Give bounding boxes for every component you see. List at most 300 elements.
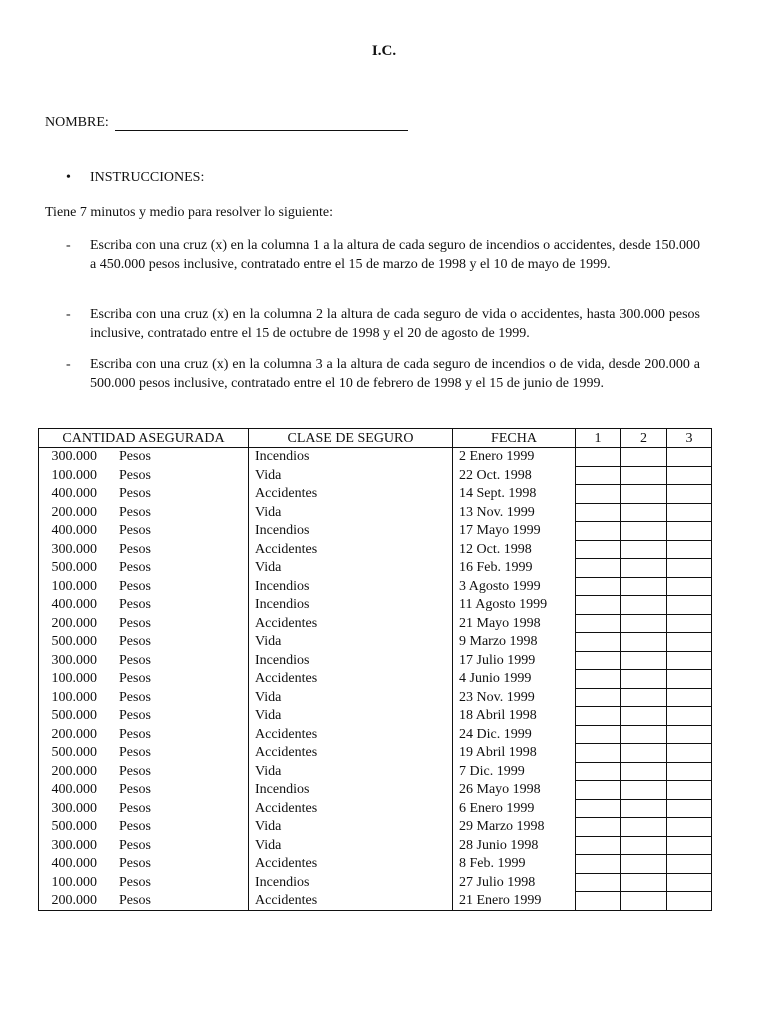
- header-insurance-type: CLASE DE SEGURO: [249, 429, 453, 448]
- checkbox-column-3[interactable]: [667, 466, 712, 485]
- date-cell: [453, 799, 576, 818]
- insurance-type-cell: [249, 781, 453, 800]
- date-cell: [453, 892, 576, 911]
- table-row: [39, 818, 712, 837]
- amount-cell: [39, 781, 249, 800]
- amount-cell: [39, 540, 249, 559]
- insurance-type-value: Vida: [255, 467, 282, 483]
- date-value: 8 Feb. 1999: [459, 856, 526, 871]
- checkbox-column-2[interactable]: [621, 744, 667, 763]
- checkbox-column-2[interactable]: [621, 466, 667, 485]
- checkbox-column-2[interactable]: [621, 707, 667, 726]
- date-value: 16 Feb. 1999: [459, 560, 533, 575]
- amount-unit: Pesos: [119, 523, 151, 538]
- table-row: [39, 540, 712, 559]
- table-row: [39, 707, 712, 726]
- insurance-type-cell: [249, 670, 453, 689]
- amount-unit: Pesos: [119, 892, 151, 908]
- table-row: [39, 744, 712, 763]
- amount-cell: [39, 448, 249, 467]
- amount-unit: Pesos: [119, 486, 151, 501]
- insurance-type-cell: [249, 873, 453, 892]
- amount-cell: [39, 651, 249, 670]
- insurance-type-value: Incendios: [255, 449, 310, 465]
- checkbox-column-2[interactable]: [621, 855, 667, 874]
- insurance-type-value: Accidentes: [255, 615, 318, 631]
- amount-unit: Pesos: [119, 671, 151, 686]
- checkbox-column-3[interactable]: [667, 818, 712, 837]
- date-value: 23 Nov. 1999: [459, 689, 535, 705]
- insurance-type-cell: [249, 614, 453, 633]
- insurance-type-value: Accidentes: [255, 541, 318, 557]
- dash-icon: -: [66, 238, 71, 253]
- amount-value: 500.000: [51, 560, 97, 575]
- date-value: 7 Dic. 1999: [459, 763, 525, 779]
- insurance-type-cell: [249, 577, 453, 596]
- insurance-type-value: Vida: [255, 708, 282, 723]
- insurance-type-value: Accidentes: [255, 892, 318, 908]
- checkbox-column-2[interactable]: [621, 577, 667, 596]
- amount-cell: [39, 707, 249, 726]
- date-value: 17 Mayo 1999: [459, 523, 541, 538]
- date-cell: [453, 744, 576, 763]
- checkbox-column-3[interactable]: [667, 781, 712, 800]
- date-value: 19 Abril 1998: [459, 745, 537, 760]
- name-field-row: [45, 115, 408, 131]
- amount-value: 100.000: [51, 467, 97, 483]
- amount-unit: Pesos: [119, 578, 151, 594]
- dash-icon: -: [66, 307, 71, 322]
- amount-value: 400.000: [51, 486, 97, 501]
- insurance-type-value: Vida: [255, 763, 282, 779]
- insurance-type-cell: [249, 762, 453, 781]
- checkbox-column-1[interactable]: [576, 540, 621, 559]
- amount-value: 500.000: [51, 745, 97, 760]
- date-cell: [453, 559, 576, 578]
- amount-unit: Pesos: [119, 800, 151, 816]
- checkbox-column-2[interactable]: [621, 485, 667, 504]
- amount-value: 400.000: [51, 782, 97, 797]
- amount-unit: Pesos: [119, 449, 151, 465]
- date-cell: [453, 836, 576, 855]
- table-row: [39, 485, 712, 504]
- date-value: 12 Oct. 1998: [459, 541, 532, 557]
- checkbox-column-1[interactable]: [576, 836, 621, 855]
- insurance-type-cell: [249, 651, 453, 670]
- insurance-type-cell: [249, 596, 453, 615]
- table-row: [39, 799, 712, 818]
- amount-value: 400.000: [51, 523, 97, 538]
- checkbox-column-3[interactable]: [667, 855, 712, 874]
- checkbox-column-3[interactable]: [667, 448, 712, 467]
- insurance-type-cell: [249, 559, 453, 578]
- insurance-type-cell: [249, 855, 453, 874]
- insurance-type-cell: [249, 707, 453, 726]
- table-row: [39, 855, 712, 874]
- name-input-line[interactable]: [115, 116, 408, 131]
- checkbox-column-2[interactable]: [621, 503, 667, 522]
- amount-value: 400.000: [51, 597, 97, 612]
- insurance-type-cell: [249, 633, 453, 652]
- amount-cell: [39, 744, 249, 763]
- amount-cell: [39, 836, 249, 855]
- checkbox-column-3[interactable]: [667, 522, 712, 541]
- checkbox-column-2[interactable]: [621, 522, 667, 541]
- date-cell: [453, 633, 576, 652]
- checkbox-column-1[interactable]: [576, 485, 621, 504]
- date-value: 11 Agosto 1999: [459, 597, 548, 612]
- checkbox-column-3[interactable]: [667, 596, 712, 615]
- amount-unit: Pesos: [119, 467, 151, 483]
- checkbox-column-2[interactable]: [621, 836, 667, 855]
- insurance-type-cell: [249, 540, 453, 559]
- checkbox-column-1[interactable]: [576, 781, 621, 800]
- date-value: 27 Julio 1998: [459, 874, 536, 890]
- header-amount: CANTIDAD ASEGURADA: [39, 429, 249, 448]
- insurance-type-cell: [249, 688, 453, 707]
- table-row: [39, 725, 712, 744]
- table-row: [39, 836, 712, 855]
- table-row: [39, 651, 712, 670]
- insurance-type-cell: [249, 892, 453, 911]
- amount-cell: [39, 559, 249, 578]
- checkbox-column-2[interactable]: [621, 688, 667, 707]
- page-title: I.C.: [371, 43, 397, 59]
- header-column-3: 3: [667, 429, 712, 448]
- checkbox-column-2[interactable]: [621, 448, 667, 467]
- amount-unit: Pesos: [119, 726, 151, 742]
- date-cell: [453, 596, 576, 615]
- checkbox-column-1[interactable]: [576, 633, 621, 652]
- date-cell: [453, 577, 576, 596]
- date-value: 21 Mayo 1998: [459, 615, 541, 631]
- date-cell: [453, 540, 576, 559]
- checkbox-column-3[interactable]: [667, 540, 712, 559]
- dash-icon: -: [66, 357, 71, 372]
- date-cell: [453, 688, 576, 707]
- date-value: 17 Julio 1999: [459, 652, 536, 668]
- insurance-type-value: Accidentes: [255, 726, 318, 742]
- insurance-type-value: Vida: [255, 504, 282, 520]
- checkbox-column-3[interactable]: [667, 762, 712, 781]
- insurance-type-cell: [249, 522, 453, 541]
- table-row: [39, 522, 712, 541]
- insurance-type-cell: [249, 799, 453, 818]
- checkbox-column-1[interactable]: [576, 596, 621, 615]
- amount-cell: [39, 892, 249, 911]
- checkbox-column-3[interactable]: [667, 688, 712, 707]
- insurance-type-value: Incendios: [255, 597, 310, 612]
- instructions-heading-text: INSTRUCCIONES:: [90, 170, 205, 185]
- bullet-icon: •: [66, 170, 71, 185]
- table-row: [39, 466, 712, 485]
- amount-value: 200.000: [51, 892, 97, 908]
- insurance-type-cell: [249, 744, 453, 763]
- amount-unit: Pesos: [119, 874, 151, 890]
- checkbox-column-2[interactable]: [621, 614, 667, 633]
- date-cell: [453, 707, 576, 726]
- amount-cell: [39, 522, 249, 541]
- instruction-text: Escriba con una cruz (x) en la columna 2 la altura de cada seguro de vida o accidentes, hasta 300.000 pesos inclusive, contratado entre el 15 de octubre de 1998 y el 20 de agosto de 1999.: [90, 307, 700, 341]
- instructions-heading: [66, 170, 204, 186]
- amount-value: 100.000: [51, 689, 97, 705]
- insurance-type-value: Accidentes: [255, 856, 318, 871]
- checkbox-column-1[interactable]: [576, 522, 621, 541]
- date-cell: [453, 818, 576, 837]
- insurance-type-value: Accidentes: [255, 671, 318, 686]
- checkbox-column-3[interactable]: [667, 707, 712, 726]
- date-value: 22 Oct. 1998: [459, 467, 532, 483]
- checkbox-column-3[interactable]: [667, 725, 712, 744]
- date-cell: [453, 522, 576, 541]
- checkbox-column-3[interactable]: [667, 614, 712, 633]
- checkbox-column-2[interactable]: [621, 670, 667, 689]
- date-value: 18 Abril 1998: [459, 708, 537, 723]
- amount-value: 100.000: [51, 578, 97, 594]
- checkbox-column-1[interactable]: [576, 688, 621, 707]
- date-cell: [453, 670, 576, 689]
- date-value: 3 Agosto 1999: [459, 578, 541, 594]
- checkbox-column-1[interactable]: [576, 744, 621, 763]
- checkbox-column-2[interactable]: [621, 781, 667, 800]
- table-header-row: [39, 429, 712, 448]
- checkbox-column-2[interactable]: [621, 799, 667, 818]
- checkbox-column-1[interactable]: [576, 448, 621, 467]
- checkbox-column-1[interactable]: [576, 577, 621, 596]
- date-cell: [453, 485, 576, 504]
- amount-value: 300.000: [51, 800, 97, 816]
- date-cell: [453, 503, 576, 522]
- date-cell: [453, 651, 576, 670]
- date-value: 2 Enero 1999: [459, 449, 535, 465]
- insurance-type-cell: [249, 485, 453, 504]
- date-cell: [453, 466, 576, 485]
- checkbox-column-1[interactable]: [576, 614, 621, 633]
- amount-cell: [39, 596, 249, 615]
- checkbox-column-3[interactable]: [667, 651, 712, 670]
- checkbox-column-2[interactable]: [621, 762, 667, 781]
- checkbox-column-2[interactable]: [621, 892, 667, 911]
- insurance-type-cell: [249, 503, 453, 522]
- amount-unit: Pesos: [119, 541, 151, 557]
- amount-cell: [39, 762, 249, 781]
- amount-unit: Pesos: [119, 856, 151, 871]
- amount-unit: Pesos: [119, 763, 151, 779]
- amount-cell: [39, 725, 249, 744]
- amount-value: 200.000: [51, 763, 97, 779]
- insurance-type-value: Incendios: [255, 652, 310, 668]
- amount-cell: [39, 873, 249, 892]
- table-row: [39, 614, 712, 633]
- date-cell: [453, 725, 576, 744]
- amount-unit: Pesos: [119, 504, 151, 520]
- table-row: [39, 781, 712, 800]
- amount-value: 200.000: [51, 615, 97, 631]
- date-value: 14 Sept. 1998: [459, 486, 537, 501]
- amount-cell: [39, 577, 249, 596]
- amount-unit: Pesos: [119, 597, 151, 612]
- date-cell: [453, 855, 576, 874]
- amount-cell: [39, 633, 249, 652]
- amount-value: 300.000: [51, 837, 97, 853]
- amount-cell: [39, 818, 249, 837]
- insurance-type-value: Incendios: [255, 578, 310, 594]
- insurance-type-value: Vida: [255, 560, 282, 575]
- amount-cell: [39, 799, 249, 818]
- amount-value: 100.000: [51, 671, 97, 686]
- amount-unit: Pesos: [119, 634, 151, 649]
- checkbox-column-1[interactable]: [576, 466, 621, 485]
- amount-unit: Pesos: [119, 782, 151, 797]
- checkbox-column-1[interactable]: [576, 670, 621, 689]
- insurance-type-value: Vida: [255, 634, 282, 649]
- checkbox-column-1[interactable]: [576, 799, 621, 818]
- checkbox-column-3[interactable]: [667, 799, 712, 818]
- insurance-type-value: Accidentes: [255, 800, 318, 816]
- instruction-text: Escriba con una cruz (x) en la columna 3 a la altura de cada seguro de incendios o de vida, desde 200.000 a 500.000 pesos inclusive, contratado entre el 10 de febrero de 1998 y el 15 de junio de 1999.: [90, 357, 700, 391]
- amount-value: 100.000: [51, 874, 97, 890]
- amount-cell: [39, 466, 249, 485]
- checkbox-column-3[interactable]: [667, 836, 712, 855]
- amount-value: 500.000: [51, 819, 97, 834]
- insurance-type-value: Vida: [255, 819, 282, 834]
- checkbox-column-3[interactable]: [667, 503, 712, 522]
- table-row: [39, 633, 712, 652]
- date-value: 4 Junio 1999: [459, 671, 532, 686]
- checkbox-column-3[interactable]: [667, 670, 712, 689]
- table-row: [39, 670, 712, 689]
- insurance-type-cell: [249, 448, 453, 467]
- header-column-1: 1: [576, 429, 621, 448]
- amount-unit: Pesos: [119, 745, 151, 760]
- checkbox-column-3[interactable]: [667, 633, 712, 652]
- insurance-type-value: Incendios: [255, 874, 310, 890]
- insurance-type-value: Incendios: [255, 523, 310, 538]
- checkbox-column-1[interactable]: [576, 873, 621, 892]
- insurance-type-value: Vida: [255, 837, 282, 853]
- amount-value: 500.000: [51, 708, 97, 723]
- checkbox-column-1[interactable]: [576, 503, 621, 522]
- amount-cell: [39, 485, 249, 504]
- checkbox-column-2[interactable]: [621, 633, 667, 652]
- checkbox-column-3[interactable]: [667, 873, 712, 892]
- amount-unit: Pesos: [119, 708, 151, 723]
- checkbox-column-2[interactable]: [621, 540, 667, 559]
- insurance-type-cell: [249, 725, 453, 744]
- checkbox-column-2[interactable]: [621, 725, 667, 744]
- amount-value: 500.000: [51, 634, 97, 649]
- checkbox-column-1[interactable]: [576, 559, 621, 578]
- table-row: [39, 577, 712, 596]
- date-cell: [453, 614, 576, 633]
- amount-unit: Pesos: [119, 560, 151, 575]
- insurance-type-cell: [249, 818, 453, 837]
- date-cell: [453, 762, 576, 781]
- amount-value: 300.000: [51, 541, 97, 557]
- table-row: [39, 448, 712, 467]
- instructions-intro: Tiene 7 minutos y medio para resolver lo siguiente:: [45, 205, 333, 220]
- insurance-type-cell: [249, 466, 453, 485]
- amount-cell: [39, 614, 249, 633]
- checkbox-column-2[interactable]: [621, 559, 667, 578]
- table-row: [39, 688, 712, 707]
- checkbox-column-1[interactable]: [576, 855, 621, 874]
- table-row: [39, 503, 712, 522]
- checkbox-column-1[interactable]: [576, 707, 621, 726]
- checkbox-column-3[interactable]: [667, 892, 712, 911]
- date-value: 21 Enero 1999: [459, 892, 542, 908]
- table-row: [39, 873, 712, 892]
- insurance-type-value: Vida: [255, 689, 282, 705]
- amount-value: 300.000: [51, 449, 97, 465]
- table-row: [39, 559, 712, 578]
- amount-unit: Pesos: [119, 615, 151, 631]
- date-value: 26 Mayo 1998: [459, 782, 541, 797]
- amount-unit: Pesos: [119, 819, 151, 834]
- checkbox-column-1[interactable]: [576, 762, 621, 781]
- checkbox-column-3[interactable]: [667, 485, 712, 504]
- date-value: 24 Dic. 1999: [459, 726, 532, 742]
- checkbox-column-1[interactable]: [576, 725, 621, 744]
- insurance-type-value: Accidentes: [255, 745, 318, 760]
- checkbox-column-2[interactable]: [621, 818, 667, 837]
- amount-cell: [39, 670, 249, 689]
- header-date: FECHA: [453, 429, 576, 448]
- instruction-item: [66, 356, 700, 393]
- amount-cell: [39, 503, 249, 522]
- table-row: [39, 892, 712, 911]
- checkbox-column-2[interactable]: [621, 873, 667, 892]
- amount-value: 300.000: [51, 652, 97, 668]
- checkbox-column-3[interactable]: [667, 577, 712, 596]
- amount-cell: [39, 688, 249, 707]
- date-cell: [453, 781, 576, 800]
- name-label: NOMBRE:: [45, 115, 109, 130]
- amount-value: 200.000: [51, 504, 97, 520]
- insurance-table: [38, 428, 712, 911]
- checkbox-column-2[interactable]: [621, 651, 667, 670]
- date-value: 28 Junio 1998: [459, 837, 539, 853]
- date-value: 13 Nov. 1999: [459, 504, 535, 520]
- date-cell: [453, 873, 576, 892]
- date-value: 6 Enero 1999: [459, 800, 535, 816]
- checkbox-column-1[interactable]: [576, 892, 621, 911]
- amount-unit: Pesos: [119, 837, 151, 853]
- amount-unit: Pesos: [119, 689, 151, 705]
- checkbox-column-3[interactable]: [667, 559, 712, 578]
- table-row: [39, 596, 712, 615]
- date-cell: [453, 448, 576, 467]
- checkbox-column-2[interactable]: [621, 596, 667, 615]
- checkbox-column-1[interactable]: [576, 651, 621, 670]
- insurance-type-cell: [249, 836, 453, 855]
- table-row: [39, 762, 712, 781]
- header-column-2: 2: [621, 429, 667, 448]
- amount-cell: [39, 855, 249, 874]
- insurance-type-value: Accidentes: [255, 486, 318, 501]
- checkbox-column-3[interactable]: [667, 744, 712, 763]
- amount-value: 200.000: [51, 726, 97, 742]
- date-value: 9 Marzo 1998: [459, 634, 538, 649]
- amount-unit: Pesos: [119, 652, 151, 668]
- instruction-item: [66, 237, 700, 274]
- instruction-text: Escriba con una cruz (x) en la columna 1 a la altura de cada seguro de incendios o accidentes, desde 150.000 a 450.000 pesos inclusive, contratado entre el 15 de marzo de 1998 y el 10 de mayo de 1999.: [90, 238, 700, 272]
- instruction-item: [66, 306, 700, 343]
- amount-value: 400.000: [51, 856, 97, 871]
- checkbox-column-1[interactable]: [576, 818, 621, 837]
- insurance-type-value: Incendios: [255, 782, 310, 797]
- date-value: 29 Marzo 1998: [459, 819, 545, 834]
